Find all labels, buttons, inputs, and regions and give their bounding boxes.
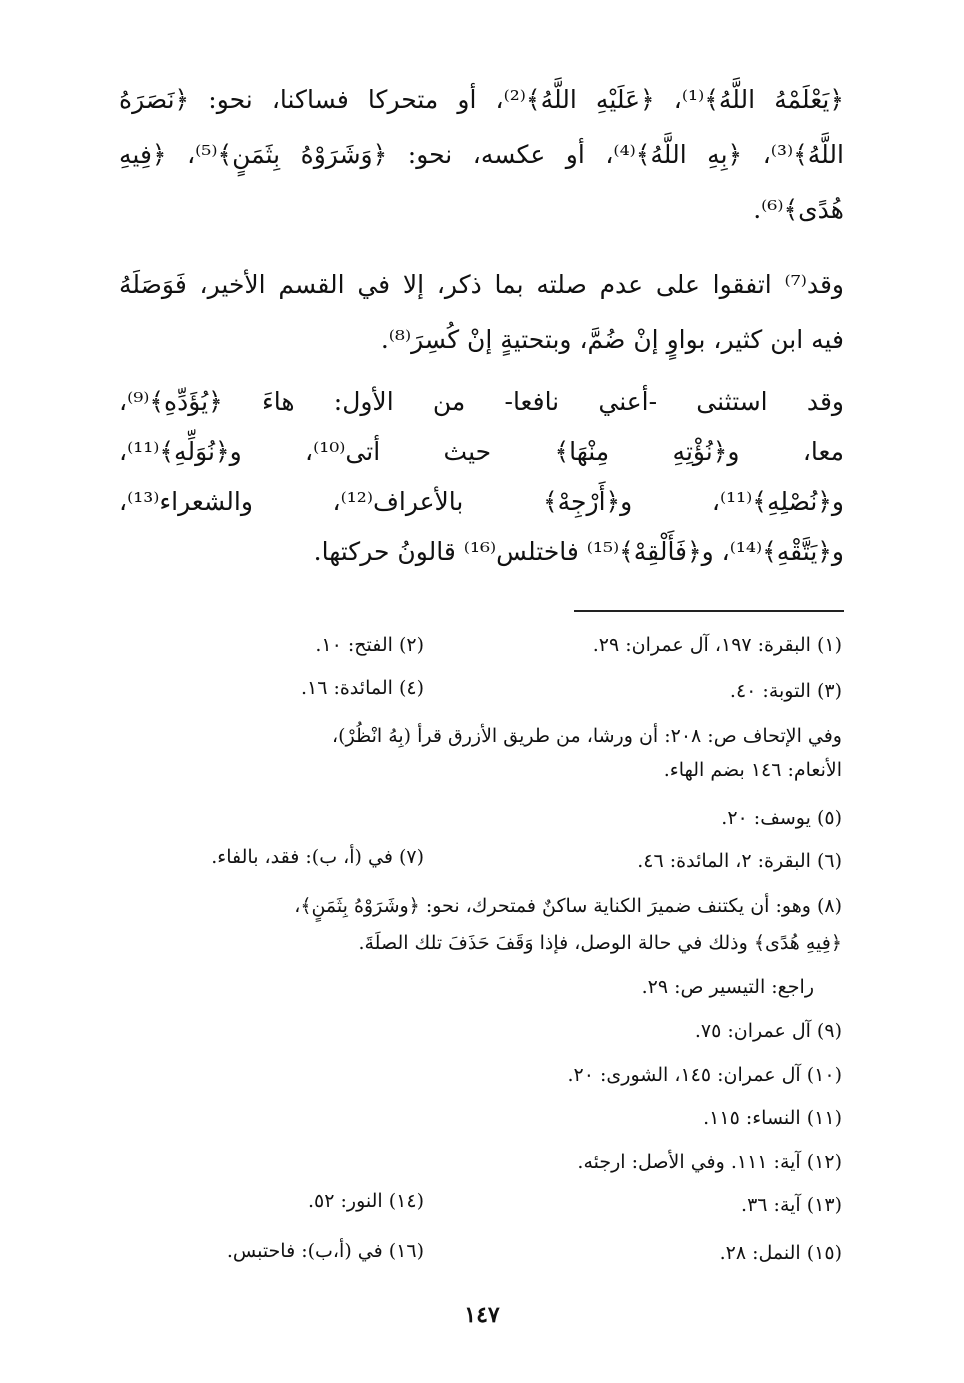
footnote-15: (١٥) النمل: ٢٨. [719, 1242, 842, 1264]
footnote-2: (٢) الفتح: ١٠. [315, 634, 424, 656]
footnote-4: (٤) المائدة: ١٦. [300, 677, 424, 699]
footnote-1: (١) البقرة: ١٩٧، آل عمران: ٢٩. [592, 634, 842, 656]
footnote-8-line-1: (٨) وهو: أن يكتنف ضميرَ الكناية ساكنٌ فمتحرك، نحو: ﴿وشَرَوْهُ بِثَمَنٍ﴾، [294, 895, 842, 917]
footnote-4-note-line-2: الأنعام: ١٤٦ بضم الهاء. [663, 759, 842, 781]
footnote-divider [574, 610, 844, 612]
footnote-14: (١٤) النور: ٥٢. [308, 1190, 424, 1212]
footnote-8-line-3: راجع: التيسير ص: ٢٩. [641, 976, 814, 998]
footnote-11: (١١) النساء: ١١٥. [703, 1107, 842, 1129]
text-line: معا، و﴿نُؤْتِهِ مِنْهَا﴾ حيث أتى⁽¹⁰⁾، و﴿نُوَلِّهِ﴾⁽¹¹⁾، [119, 437, 844, 466]
footnote-13: (١٣) آية: ٣٦. [741, 1194, 842, 1216]
page-number: ١٤٧ [464, 1302, 500, 1328]
text-line: هُدًى﴾⁽⁶⁾. [753, 195, 844, 224]
footnote-8-line-2: ﴿فِيهِ هُدًى﴾ وذلك في حالة الوصل، فإذا وَقَفَ حَذَفَ تلك الصلَةَ. [358, 932, 842, 954]
paragraph-examples [119, 72, 844, 237]
text-line: و﴿يَتَّقْهِ﴾⁽¹⁴⁾، و﴿فَأَلْقِهْ﴾⁽¹⁵⁾ فاختلس⁽¹⁶⁾ قالونُ حركتها. [313, 537, 844, 566]
text-line: ﴿يَعْلَمْهُ اللَّهُ﴾⁽¹⁾، ﴿عَلَيْهِ اللَّهُ﴾⁽²⁾، أو متحركا فساكنا، نحو: ﴿نَصَرَهُ [119, 85, 844, 114]
footnote-10: (١٠) آل عمران: ١٤٥، الشورى: ٢٠. [567, 1064, 842, 1086]
text-line: اللَّهُ﴾⁽³⁾، ﴿بِهِ اللَّهُ﴾⁽⁴⁾، أو عكسه، نحو: ﴿وَشَرَوْهُ بِثَمَنٍ﴾⁽⁵⁾، ﴿فِيهِ [119, 140, 844, 169]
footnote-6: (٦) البقرة: ٢، المائدة: ٤٦. [637, 850, 842, 872]
text-line: و﴿نُصْلِهِ﴾⁽¹¹⁾، و﴿أَرْجِهْ﴾ بالأعراف⁽¹²⁾، والشعراء⁽¹³⁾، [119, 487, 844, 516]
text-line: وقد⁽⁷⁾ اتفقوا على عدم صلته بما ذكر، إلا في القسم الأخير، فَوَصَلَهُ [119, 270, 844, 299]
footnote-9: (٩) آل عمران: ٧٥. [694, 1020, 842, 1042]
paragraph-agreement [119, 257, 844, 367]
footnote-4-note-line-1: وفي الإتحاف ص: ٢٠٨: أن ورشا، من طريق الأزرق قرأ (بِهُ انْظُرْ)، [331, 725, 842, 747]
footnote-16: (١٦) في (أ،ب): فاحتبس. [226, 1240, 424, 1262]
paragraph-exceptions [119, 377, 844, 577]
footnote-3: (٣) التوبة: ٤٠. [729, 680, 842, 702]
text-line: وقد استثنى -أعني نافعا- من الأول: هاءَ ﴿يُؤَدِّهِ﴾⁽⁹⁾، [119, 387, 844, 416]
footnote-12: (١٢) آية: ١١١. وفي الأصل: ارجئه. [577, 1151, 842, 1173]
footnote-7: (٧) في (أ، ب): فقد، بالفاء. [211, 846, 424, 868]
footnote-5: (٥) يوسف: ٢٠. [721, 807, 842, 829]
text-line: فيه ابن كثير، بواوٍ إنْ ضُمَّ، وبتحتيةٍ إنْ كُسِرَ⁽⁸⁾. [380, 325, 844, 354]
